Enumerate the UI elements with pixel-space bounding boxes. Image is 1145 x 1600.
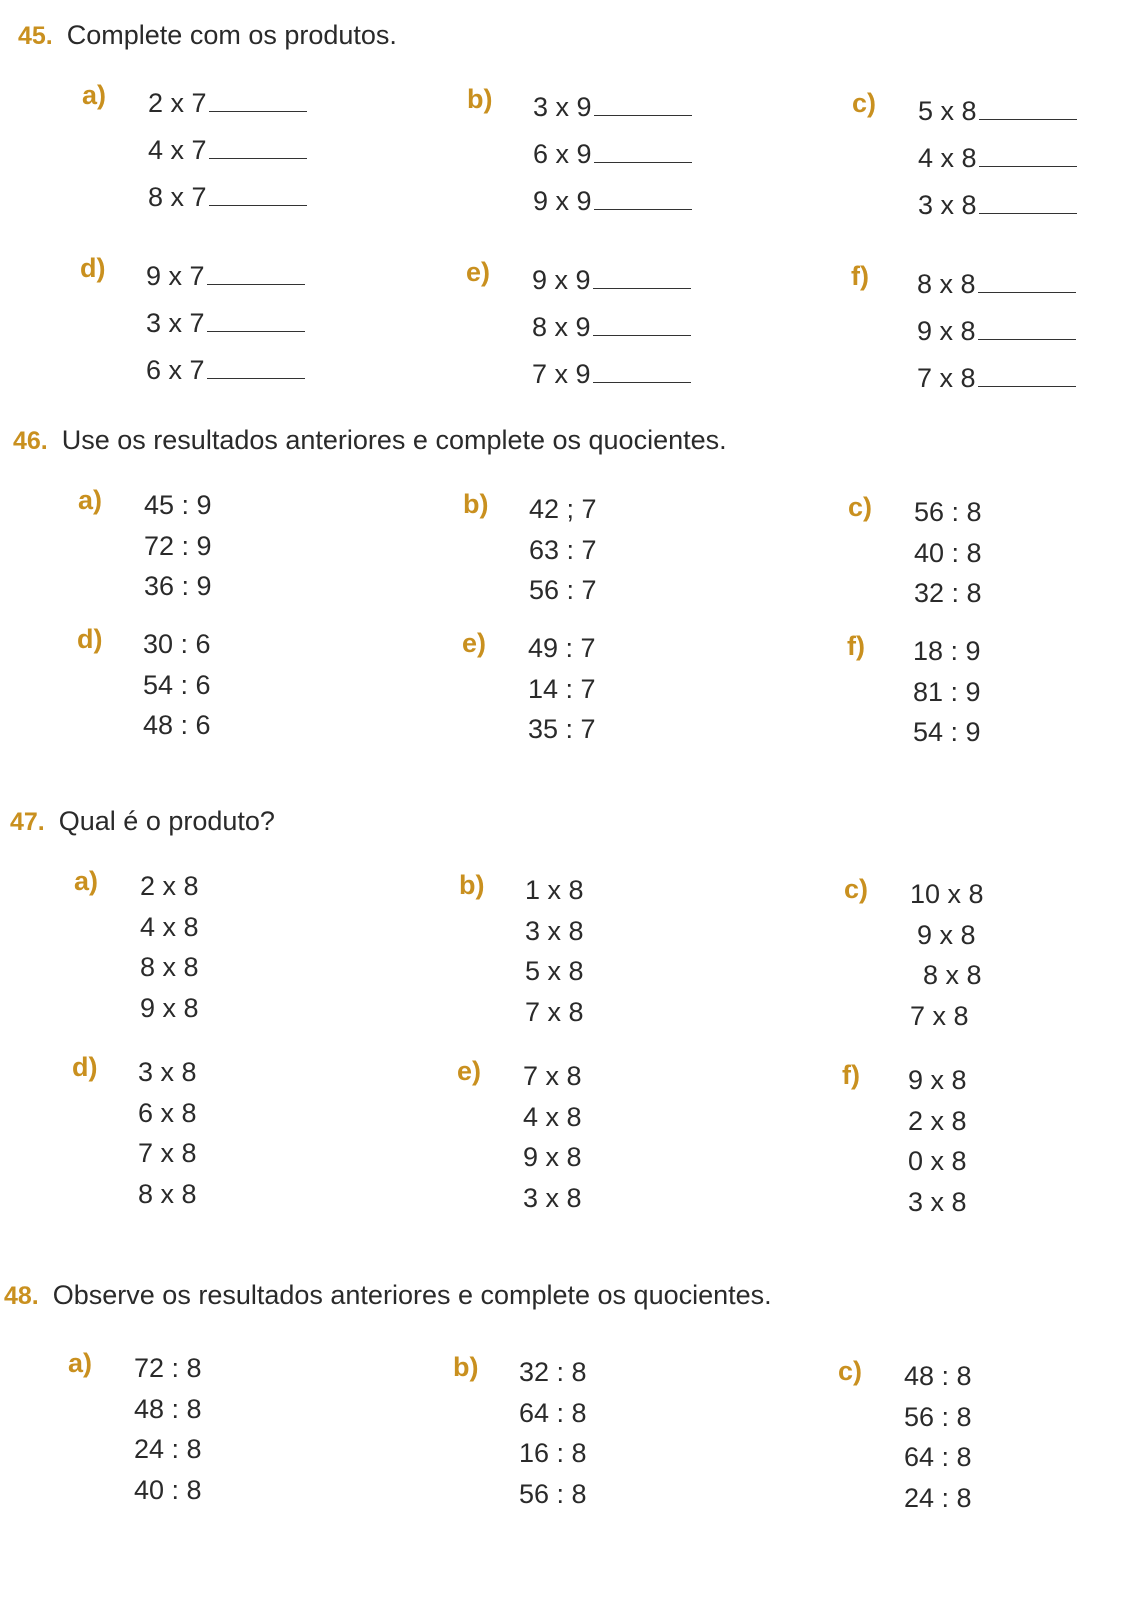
problem-line: 0 x 8 xyxy=(908,1146,967,1176)
problem-expression: 4 x 8 xyxy=(918,143,977,173)
item-letter: f) xyxy=(851,261,869,291)
item-letter: f) xyxy=(847,631,865,661)
problem-expression: 7 x 9 xyxy=(532,359,591,389)
item-letter: c) xyxy=(848,492,873,522)
problem-expression: 7 x 8 xyxy=(917,363,976,393)
problem-line xyxy=(917,261,1076,308)
problem-line: 3 x 8 xyxy=(908,1186,967,1217)
item-letter: d) xyxy=(80,253,106,283)
problem-line: 32 : 8 xyxy=(914,578,982,608)
problem-line: 40 : 8 xyxy=(134,1474,202,1505)
problem-line: 32 : 8 xyxy=(519,1357,587,1387)
problem-line xyxy=(146,300,305,347)
answer-blank[interactable] xyxy=(594,95,692,116)
item-letter: a) xyxy=(82,80,107,110)
problem-expression: 6 x 9 xyxy=(533,139,592,169)
problem-line xyxy=(918,88,1077,135)
answer-blank[interactable] xyxy=(207,358,305,379)
answer-blank[interactable] xyxy=(978,366,1076,387)
problem-line: 48 : 6 xyxy=(143,710,211,740)
problem-line: 40 : 8 xyxy=(914,537,982,568)
item-letter: a) xyxy=(74,866,99,896)
problem-line: 64 : 8 xyxy=(519,1397,587,1428)
exercise-46-header xyxy=(13,425,727,456)
problem-expression: 9 x 8 xyxy=(917,316,976,346)
problem-line xyxy=(917,308,1076,355)
exercise-number: 45. xyxy=(18,22,53,50)
problem-line xyxy=(146,253,305,300)
problem-line: 54 : 6 xyxy=(143,669,211,700)
problem-line: 7 x 8 xyxy=(525,996,584,1027)
problem-line: 7 x 8 xyxy=(138,1138,197,1168)
problem-line: 9 x 8 xyxy=(523,1142,582,1172)
problem-expression: 9 x 9 xyxy=(532,265,591,295)
item-letter: c) xyxy=(844,874,869,904)
item-letter: e) xyxy=(462,628,487,658)
problem-line: 56 : 8 xyxy=(519,1478,587,1509)
problem-line: 72 : 8 xyxy=(134,1353,202,1383)
problem-line: 3 x 8 xyxy=(525,915,584,946)
problem-line: 9 x 8 xyxy=(908,1065,967,1095)
problem-expression: 2 x 7 xyxy=(148,88,207,118)
exercise-instruction: Qual é o produto? xyxy=(58,806,275,836)
problem-line: 42 ; 7 xyxy=(529,494,597,524)
problem-line: 3 x 8 xyxy=(138,1057,197,1087)
item-letter: c) xyxy=(852,88,877,118)
answer-blank[interactable] xyxy=(593,315,691,336)
problem-line: 56 : 7 xyxy=(529,575,597,605)
problem-line xyxy=(148,174,307,221)
exercise-number: 46. xyxy=(13,427,48,455)
problem-line xyxy=(918,135,1077,182)
problem-line: 72 : 9 xyxy=(144,530,212,561)
answer-blank[interactable] xyxy=(209,91,307,112)
item-letter: e) xyxy=(466,257,491,287)
problem-line: 56 : 8 xyxy=(904,1401,972,1432)
answer-blank[interactable] xyxy=(209,138,307,159)
item-letter: c) xyxy=(838,1356,863,1386)
problem-line xyxy=(533,178,692,225)
item-letter: f) xyxy=(842,1060,860,1090)
problem-line: 81 : 9 xyxy=(913,676,981,707)
answer-blank[interactable] xyxy=(207,311,305,332)
problem-line: 8 x 8 xyxy=(923,960,982,990)
problem-line: 63 : 7 xyxy=(529,534,597,565)
problem-line: 14 : 7 xyxy=(528,673,596,704)
problem-line: 48 : 8 xyxy=(904,1361,972,1391)
answer-blank[interactable] xyxy=(979,193,1077,214)
item-letter: e) xyxy=(457,1056,482,1086)
problem-line: 9 x 8 xyxy=(917,919,976,950)
problem-line: 3 x 8 xyxy=(523,1182,582,1213)
problem-expression: 3 x 9 xyxy=(533,92,592,122)
problem-line: 2 x 8 xyxy=(140,871,199,901)
problem-line: 4 x 8 xyxy=(523,1101,582,1132)
problem-line: 24 : 8 xyxy=(904,1482,972,1513)
problem-line: 6 x 8 xyxy=(138,1097,197,1128)
problem-line xyxy=(148,80,307,127)
item-letter: a) xyxy=(78,485,103,515)
item-letter: b) xyxy=(463,489,489,519)
exercise-instruction: Use os resultados anteriores e complete os quocientes. xyxy=(61,425,727,455)
problem-line: 9 x 8 xyxy=(140,992,199,1023)
problem-expression: 8 x 8 xyxy=(917,269,976,299)
problem-line: 54 : 9 xyxy=(913,717,981,747)
problem-expression: 8 x 7 xyxy=(148,182,207,212)
item-letter: b) xyxy=(459,870,485,900)
problem-line: 30 : 6 xyxy=(143,629,211,659)
item-letter: d) xyxy=(72,1052,98,1082)
problem-line: 8 x 8 xyxy=(140,952,199,982)
exercise-instruction: Complete com os produtos. xyxy=(66,20,397,50)
problem-line xyxy=(917,355,1076,402)
answer-blank[interactable] xyxy=(978,319,1076,340)
problem-line: 4 x 8 xyxy=(140,911,199,942)
problem-expression: 6 x 7 xyxy=(146,355,205,385)
problem-expression: 9 x 7 xyxy=(146,261,205,291)
problem-expression: 5 x 8 xyxy=(918,96,977,126)
exercise-number: 48. xyxy=(4,1282,39,1310)
answer-blank[interactable] xyxy=(978,272,1076,293)
exercise-45-header xyxy=(18,20,397,51)
exercise-47-header xyxy=(10,806,275,837)
problem-line: 36 : 9 xyxy=(144,571,212,601)
problem-line: 18 : 9 xyxy=(913,636,981,666)
problem-expression: 4 x 7 xyxy=(148,135,207,165)
answer-blank[interactable] xyxy=(979,99,1077,120)
item-letter: a) xyxy=(68,1348,93,1378)
problem-line: 24 : 8 xyxy=(134,1434,202,1464)
problem-line: 7 x 8 xyxy=(523,1061,582,1091)
problem-line: 64 : 8 xyxy=(904,1442,972,1472)
problem-line: 5 x 8 xyxy=(525,956,584,986)
answer-blank[interactable] xyxy=(594,142,692,163)
problem-line: 56 : 8 xyxy=(914,497,982,527)
exercise-instruction: Observe os resultados anteriores e complete os quocientes. xyxy=(52,1280,772,1310)
problem-expression: 9 x 9 xyxy=(533,186,592,216)
problem-expression: 3 x 8 xyxy=(918,190,977,220)
problem-line: 2 x 8 xyxy=(908,1105,967,1136)
problem-line: 45 : 9 xyxy=(144,490,212,520)
item-letter: b) xyxy=(467,84,493,114)
problem-expression: 3 x 7 xyxy=(146,308,205,338)
problem-line xyxy=(146,347,305,394)
problem-line: 49 : 7 xyxy=(528,633,596,663)
answer-blank[interactable] xyxy=(209,185,307,206)
answer-blank[interactable] xyxy=(979,146,1077,167)
problem-line: 35 : 7 xyxy=(528,714,596,744)
problem-line xyxy=(533,131,692,178)
problem-line xyxy=(532,304,691,351)
problem-line xyxy=(533,84,692,131)
exercise-number: 47. xyxy=(10,808,45,836)
exercise-48-header xyxy=(4,1280,772,1311)
answer-blank[interactable] xyxy=(207,264,305,285)
problem-line xyxy=(148,127,307,174)
problem-line: 1 x 8 xyxy=(525,875,584,905)
problem-line: 10 x 8 xyxy=(910,879,984,909)
problem-line xyxy=(532,257,691,304)
item-letter: d) xyxy=(77,624,103,654)
problem-line: 7 x 8 xyxy=(910,1000,969,1031)
problem-line xyxy=(532,351,691,398)
problem-line: 48 : 8 xyxy=(134,1393,202,1424)
problem-line: 16 : 8 xyxy=(519,1438,587,1468)
answer-blank[interactable] xyxy=(593,268,691,289)
problem-expression: 8 x 9 xyxy=(532,312,591,342)
answer-blank[interactable] xyxy=(593,362,691,383)
answer-blank[interactable] xyxy=(594,189,692,210)
item-letter: b) xyxy=(453,1352,479,1382)
problem-line: 8 x 8 xyxy=(138,1178,197,1209)
problem-line xyxy=(918,182,1077,229)
